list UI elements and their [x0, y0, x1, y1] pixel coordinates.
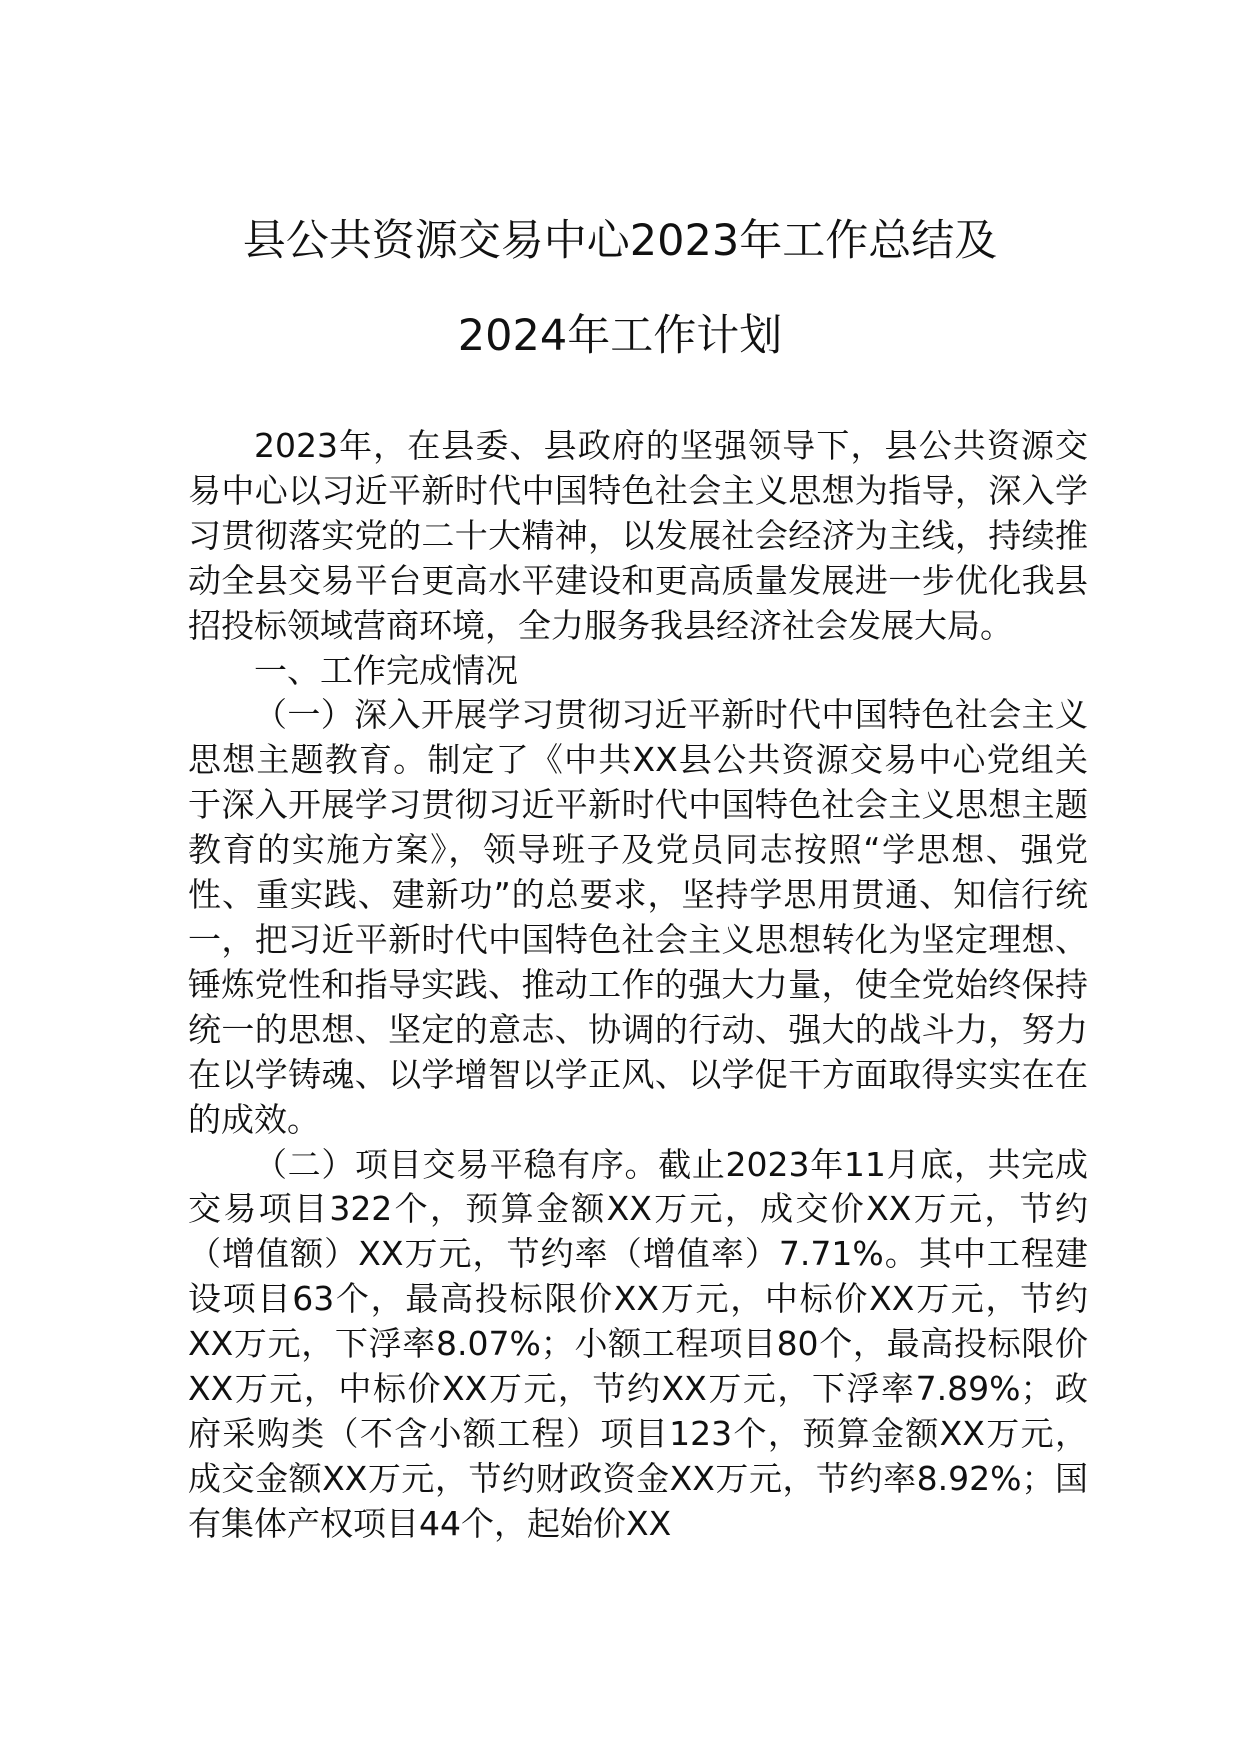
document-body — [188, 424, 1088, 1547]
document-title-line-2: 2024年工作计划 — [457, 311, 783, 361]
document-title-line-1: 县公共资源交易中心2023年工作总结及 — [242, 216, 998, 266]
item-paragraph-theme-education: （一）深入开展学习贯彻习近平新时代中国特色社会主义思想主题教育。制定了《中共XX县公共资源交易中心党组关于深入开展学习贯彻习近平新时代中国特色社会主义思想主题教育的实施方案》，领导班子及党员同志按照“学思想、强党性、重实践、建新功”的总要求，坚持学思用贯通、知信行统一，把习近平新时代中国特色社会主义思想转化为坚定理想、锤炼党性和指导实践、推动工作的强大力量，使全党始终保持统一的思想、坚定的意志、协调的行动、强大的战斗力，努力在以学铸魂、以学增智以学正风、以学促干方面取得实实在在的成效。 — [188, 695, 1088, 1139]
section-heading-work-completion: 一、工作完成情况 — [254, 650, 518, 690]
item-paragraph-project-transactions: （二）项目交易平稳有序。截止2023年11月底，共完成交易项目322个，预算金额XX万元，成交价XX万元，节约（增值额）XX万元，节约率（增值率）7.71%。其中工程建设项目63个，最高投标限价XX万元，中标价XX万元，节约XX万元，下浮率8.07%；小额工程项目80个，最高投标限价XX万元，中标价XX万元，节约XX万元，下浮率7.89%；政府采购类（不含小额工程）项目123个，预算金额XX万元，成交金额XX万元，节约财政资金XX万元，节约率8.92%；国有集体产权项目44个，起始价XX — [188, 1144, 1088, 1543]
intro-paragraph: 2023年，在县委、县政府的坚强领导下，县公共资源交易中心以习近平新时代中国特色社会主义思想为指导，深入学习贯彻落实党的二十大精神，以发展社会经济为主线，持续推动全县交易平台更高水平建设和更高质量发展进一步优化我县招投标领域营商环境，全力服务我县经济社会发展大局。 — [188, 426, 1088, 645]
